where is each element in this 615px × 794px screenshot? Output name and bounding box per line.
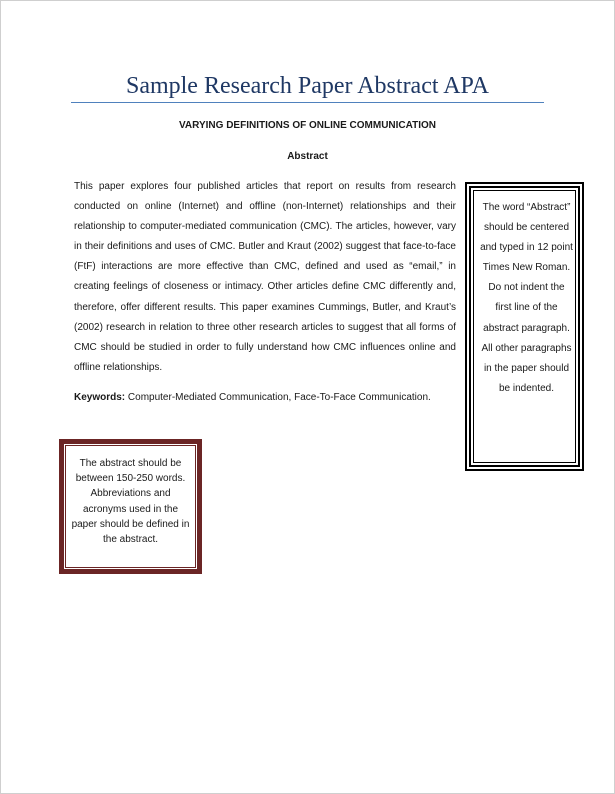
page-title: Sample Research Paper Abstract APA [125, 73, 490, 99]
word-count-note-box [59, 439, 202, 574]
paper-title: VARYING DEFINITIONS OF ONLINE COMMUNICATION [178, 120, 437, 131]
abstract-paragraph: This paper explores four published articles that report on results from research conducted on online (Internet) and offline (non-Internet) relationships and their relationship to computer-mediated communication (CMC). The articles, however, vary in their definitions and uses of CMC. Butler and Kraut (2002) suggest that face-to-face (FtF) interactions are more effective than CMC, defined and used as “email,” in creating feelings of closeness or intimacy. Other articles define CMC differently and, therefore, offer different results. This paper examines Cummings, Butler, and Kraut’s (2002) research in relation to three other research articles to suggest that all forms of CMC should be studied in order to fully understand how CMC influences online and offline relationships. [74, 181, 456, 373]
keywords-text: Computer-Mediated Communication, Face-To-Face Communication. [127, 392, 431, 403]
abstract-format-note-box [465, 182, 584, 471]
keywords-label: Keywords: [74, 392, 126, 403]
word-count-note-text: The abstract should be between 150-250 words. Abbreviations and acronyms used in the paper should be defined in the abstract. [71, 458, 190, 546]
title-underline [71, 102, 544, 103]
abstract-heading: Abstract [287, 151, 328, 162]
keywords-line [74, 388, 474, 408]
abstract-format-note-text: The word “Abstract” should be centered and typed in 12 point Times New Roman. Do not indent the first line of the abstract paragraph. All other paragraphs in the paper should be indented. [480, 202, 573, 394]
